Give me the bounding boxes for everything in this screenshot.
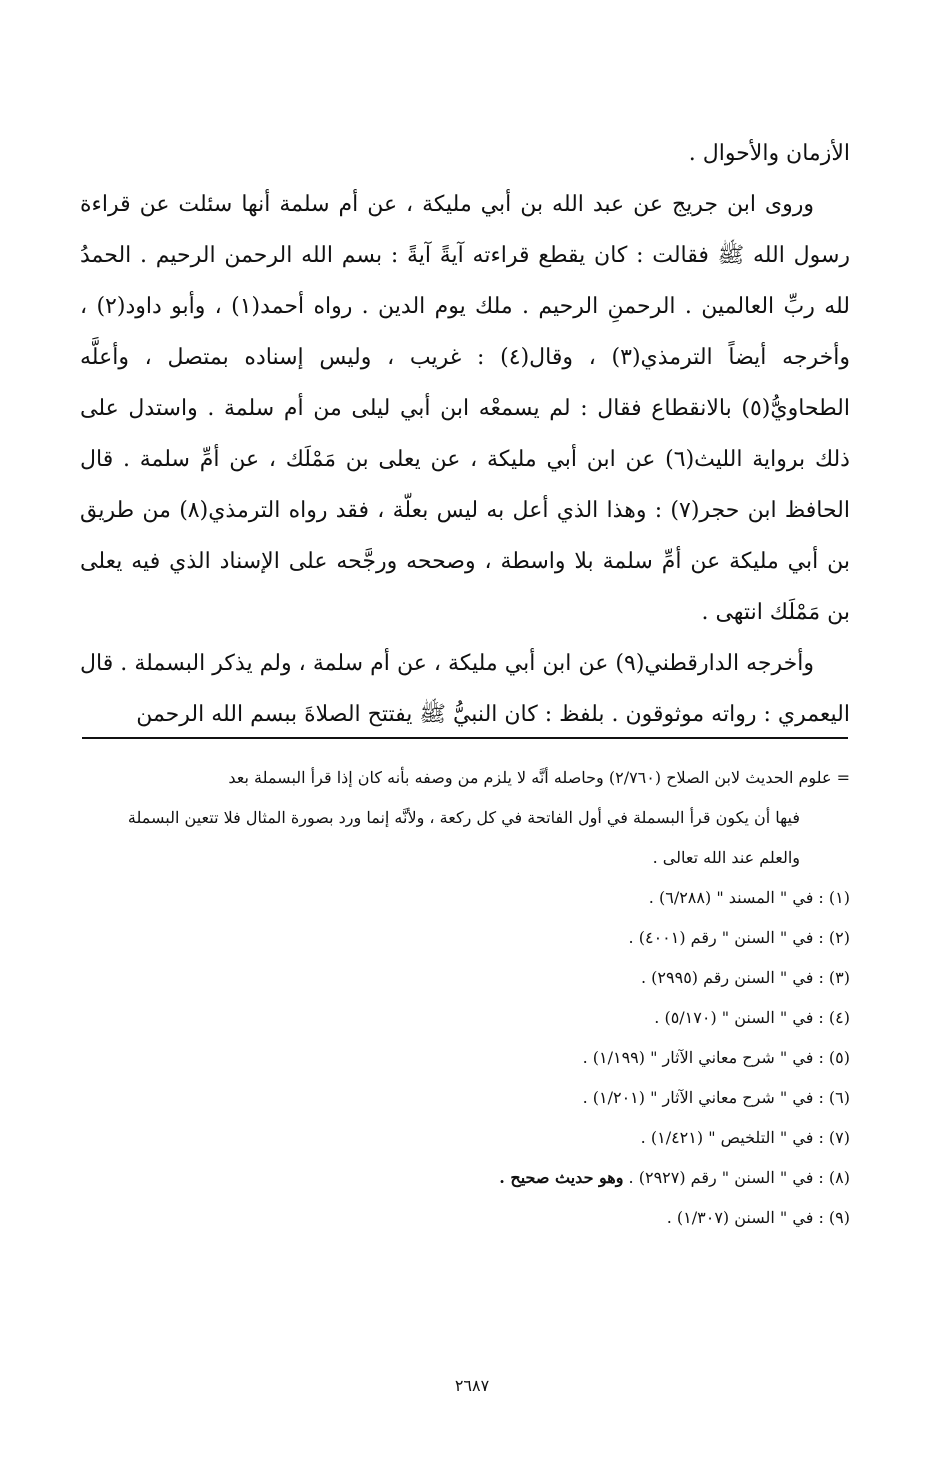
footnote-item: (٩) : في " السنن (١/٣٠٧) . — [666, 1208, 850, 1227]
footnote-item: (٤) : في " السنن " (٥/١٧٠) . — [654, 1008, 850, 1027]
paragraph: الأزمان والأحوال . — [688, 141, 850, 166]
footnote-item: (٥) : في " شرح معاني الآثار " (١/١٩٩) . — [582, 1048, 850, 1067]
footnote-continuation: = علوم الحديث لابن الصلاح (٢/٧٦٠) وحاصله أنَّه لا يلزم من وصفه بأنه كان إذا قرأ البسملة بعد — [228, 768, 850, 787]
footnote-continuation: فيها أن يكون قرأ البسملة في أول الفاتحة في كل ركعة ، ولأنَّه إنما ورد بصورة المثال فلا تتعين البسملة — [127, 808, 800, 827]
paragraph: وأخرجه الدارقطني(٩) عن ابن أبي مليكة ، عن أم سلمة ، ولم يذكر البسملة . قال اليعمري : رواته موثوقون . بلفظ : كان النبيُّ ﷺ يفتتح الصلاةَ ببسم الله الرحمن — [80, 651, 850, 727]
footnote-separator — [82, 737, 848, 739]
footnote-item — [80, 1158, 850, 1198]
footnote-item: (٣) : في " السنن رقم (٢٩٩٥) . — [641, 968, 850, 987]
footnote-item: (٦) : في " شرح معاني الآثار " (١/٢٠١) . — [582, 1088, 850, 1107]
hadith-grade: وهو حديث صحيح . — [499, 1168, 624, 1187]
footnote-list — [80, 878, 850, 1238]
paragraph: وروى ابن جريج عن عبد الله بن أبي مليكة ، عن أم سلمة أنها سئلت عن قراءة رسول الله ﷺ فقالت : كان يقطع قراءته آيةً آيةً : بسم الله الرحمن الرحيم . الحمدُ لله ربِّ العالمين . الرحمنِ الرحيم . ملك يوم الدين . رواه أحمد(١) ، وأبو داود(٢) ، وأخرجه أيضاً الترمذي(٣) ، وقال(٤) : غريب ، وليس إسناده بمتصل ، وأعلَّه الطحاويُّ(٥) بالانقطاع فقال : لم يسمعْه ابن أبي ليلى من أم سلمة . واستدل على ذلك برواية الليث(٦) عن ابن أبي مليكة ، عن يعلى بن مَمْلَك ، عن أمِّ سلمة . قال الحافظ ابن حجر(٧) : وهذا الذي أعل به ليس بعلّة ، فقد رواه الترمذي(٨) من طريق بن أبي مليكة عن أمِّ سلمة بلا واسطة ، وصححه ورجَّحه على الإسناد الذي فيه يعلى بن مَمْلَك انتهى . — [80, 192, 850, 625]
main-text — [80, 128, 850, 740]
footnote-text: (٨) : في " السنن " رقم (٢٩٢٧) . — [628, 1168, 850, 1187]
footnote-continuation: والعلم عند الله تعالى . — [652, 848, 800, 867]
footnotes — [80, 758, 850, 1238]
page-number: ٢٦٨٧ — [454, 1376, 490, 1395]
footnote-item: (٢) : في " السنن " رقم (٤٠٠١) . — [628, 928, 850, 947]
footnote-item: (٧) : في " التلخيص " (١/٤٢١) . — [640, 1128, 850, 1147]
footnote-item: (١) : في " المسند " (٦/٢٨٨) . — [648, 888, 850, 907]
